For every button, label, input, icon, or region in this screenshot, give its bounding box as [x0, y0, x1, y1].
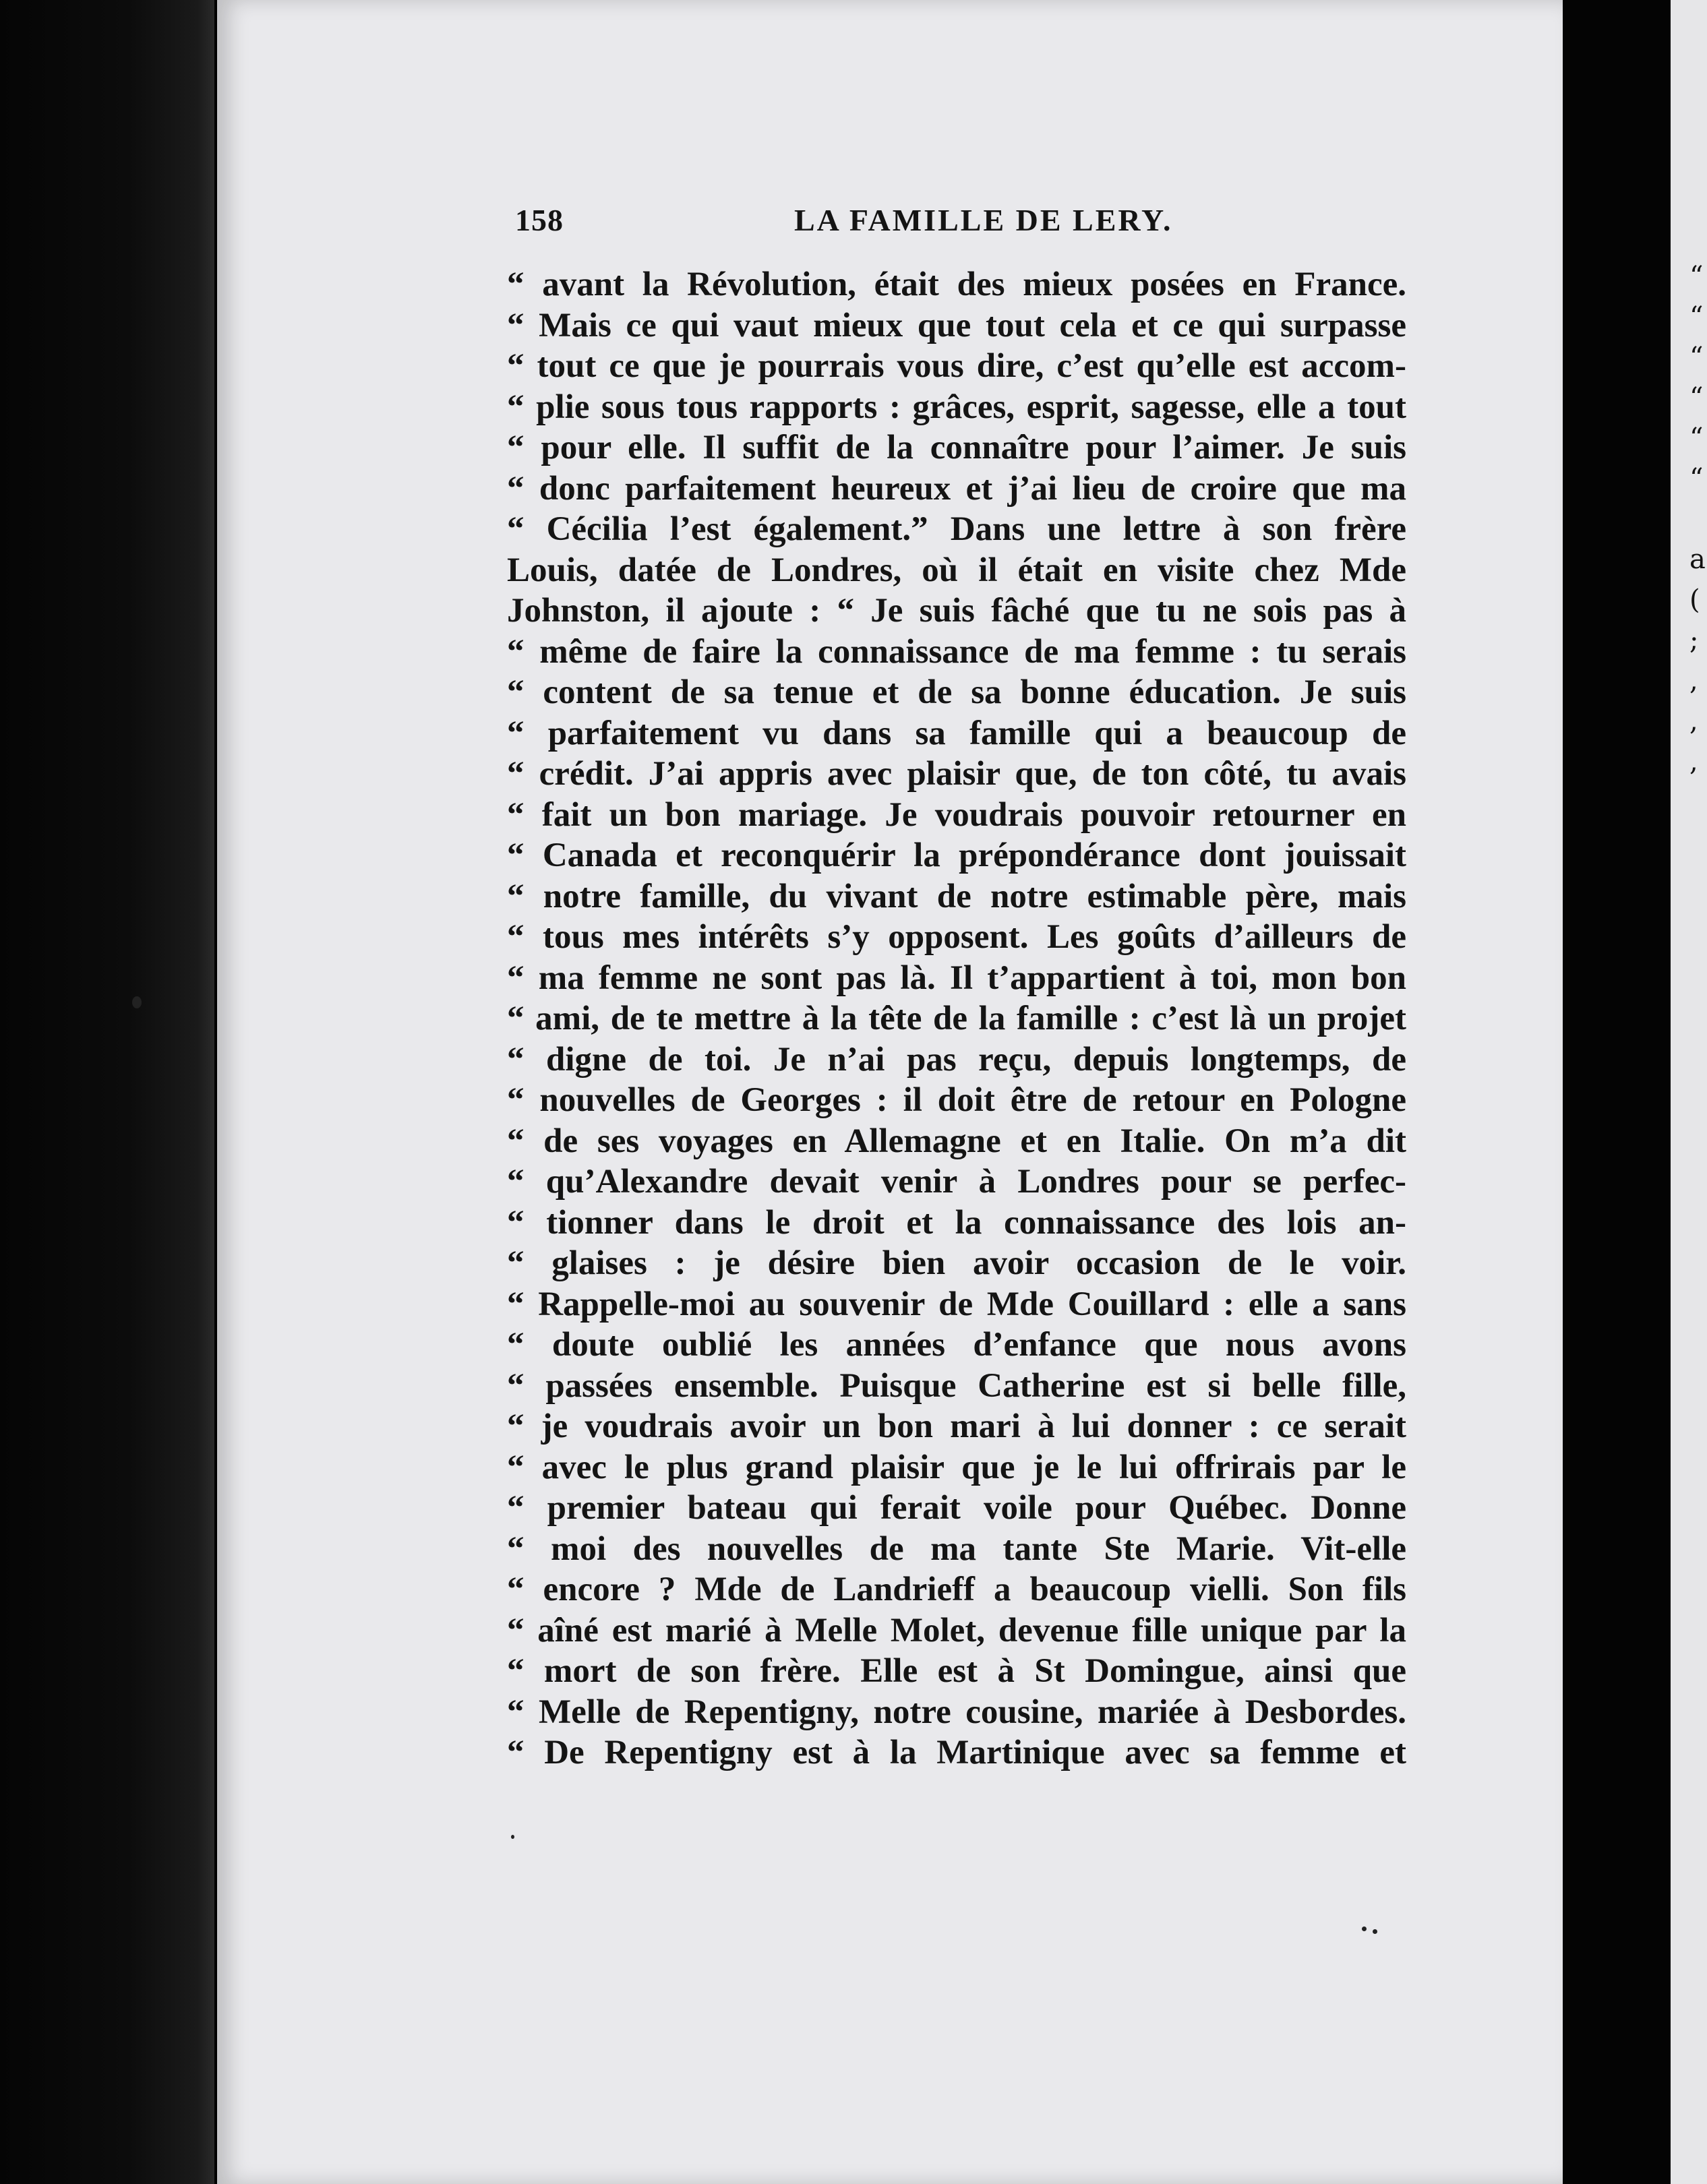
text-line: “ tout ce que je pourrais vous dire, c’est qu’elle est accom-	[507, 347, 1406, 385]
text-line: “ Melle de Repentigny, notre cousine, mariée à Desbordes.	[507, 1693, 1406, 1731]
text-line: “ encore ? Mde de Landrieff a beaucoup vielli. Son fils	[507, 1571, 1406, 1608]
text-line: “ ma femme ne sont pas là. Il t’appartient à toi, mon bon	[507, 959, 1406, 997]
text-line: “ donc parfaitement heureux et j’ai lieu de croire que ma	[507, 469, 1406, 508]
text-line: “ Canada et reconquérir la prépondérance dont jouissait	[507, 837, 1406, 874]
scan-speck	[1373, 1929, 1377, 1934]
running-title: LA FAMILLE DE LERY.	[794, 203, 1173, 237]
text-line: “ ami, de te mettre à la tête de la famille : c’est là un projet	[507, 1000, 1406, 1037]
scan-speck	[132, 996, 142, 1008]
text-line: “ nouvelles de Georges : il doit être de retour en Pologne	[507, 1081, 1406, 1119]
text-line: “ même de faire la connaissance de ma femme : tu serais	[507, 632, 1406, 671]
body-text	[507, 264, 1406, 1773]
text-line: “ avant la Révolution, était des mieux posées en France.	[507, 266, 1406, 303]
text-line: “ content de sa tenue et de sa bonne éducation. Je suis	[507, 673, 1406, 711]
page-number: 158	[515, 203, 564, 237]
text-line: “ plie sous tous rapports : grâces, esprit, sagesse, elle a tout	[507, 388, 1406, 426]
text-line: “ de ses voyages en Allemagne et en Italie. On m’a dit	[507, 1122, 1406, 1160]
left-scan-border	[0, 0, 214, 2184]
text-line: “ fait un bon mariage. Je voudrais pouvoir retourner en	[507, 795, 1406, 834]
text-line: “ tionner dans le droit et la connaissance des lois an-	[507, 1203, 1406, 1242]
text-line: “ aîné est marié à Melle Molet, devenue fille unique par la	[507, 1611, 1406, 1649]
text-line: “ Mais ce qui vaut mieux que tout cela et ce qui surpasse	[507, 306, 1406, 344]
text-line: “ doute oublié les années d’enfance que nous avons	[507, 1326, 1406, 1364]
text-line: “ digne de toi. Je n’ai pas reçu, depuis longtemps, de	[507, 1040, 1406, 1079]
text-line: “ premier bateau qui ferait voile pour Québec. Donne	[507, 1489, 1406, 1527]
text-line: “ Rappelle-moi au souvenir de Mde Couillard : elle a sans	[507, 1285, 1406, 1323]
text-line: “ pour elle. Il suffit de la connaître pour l’aimer. Je suis	[507, 429, 1406, 466]
text-line: “ Cécilia l’est également.” Dans une lettre à son frère	[507, 510, 1406, 548]
text-line: “ je voudrais avoir un bon mari à lui donner : ce serait	[507, 1407, 1406, 1445]
text-line: “ avec le plus grand plaisir que je le lui offrirais par le	[507, 1448, 1406, 1486]
page-header	[515, 202, 1404, 243]
text-line: “ De Repentigny est à la Martinique avec sa femme et	[507, 1734, 1406, 1771]
text-line: “ passées ensemble. Puisque Catherine est si belle fille,	[507, 1366, 1406, 1405]
text-line: “ mort de son frère. Elle est à St Domingue, ainsi que	[507, 1652, 1406, 1690]
text-line: Louis, datée de Londres, où il était en visite chez Mde	[507, 551, 1406, 589]
scan-speck	[511, 1835, 514, 1839]
text-line: “ parfaitement vu dans sa famille qui a beaucoup de	[507, 714, 1406, 752]
adjacent-page-fragments: “ “ “ “ “ “ a ( ; , , ,	[1689, 261, 1706, 777]
text-line: “ notre famille, du vivant de notre estimable père, mais	[507, 877, 1406, 915]
text-line: “ moi des nouvelles de ma tante Ste Marie. Vit-elle	[507, 1529, 1406, 1568]
text-line: “ glaises : je désire bien avoir occasion de le voir.	[507, 1244, 1406, 1282]
scan-speck	[1362, 1927, 1367, 1931]
text-line: “ crédit. J’ai appris avec plaisir que, de ton côté, tu avais	[507, 755, 1406, 793]
text-line: “ qu’Alexandre devait venir à Londres pour se perfec-	[507, 1163, 1406, 1201]
text-line: Johnston, il ajoute : “ Je suis fâché que tu ne sois pas à	[507, 592, 1406, 630]
text-line: “ tous mes intérêts s’y opposent. Les goûts d’ailleurs de	[507, 918, 1406, 956]
